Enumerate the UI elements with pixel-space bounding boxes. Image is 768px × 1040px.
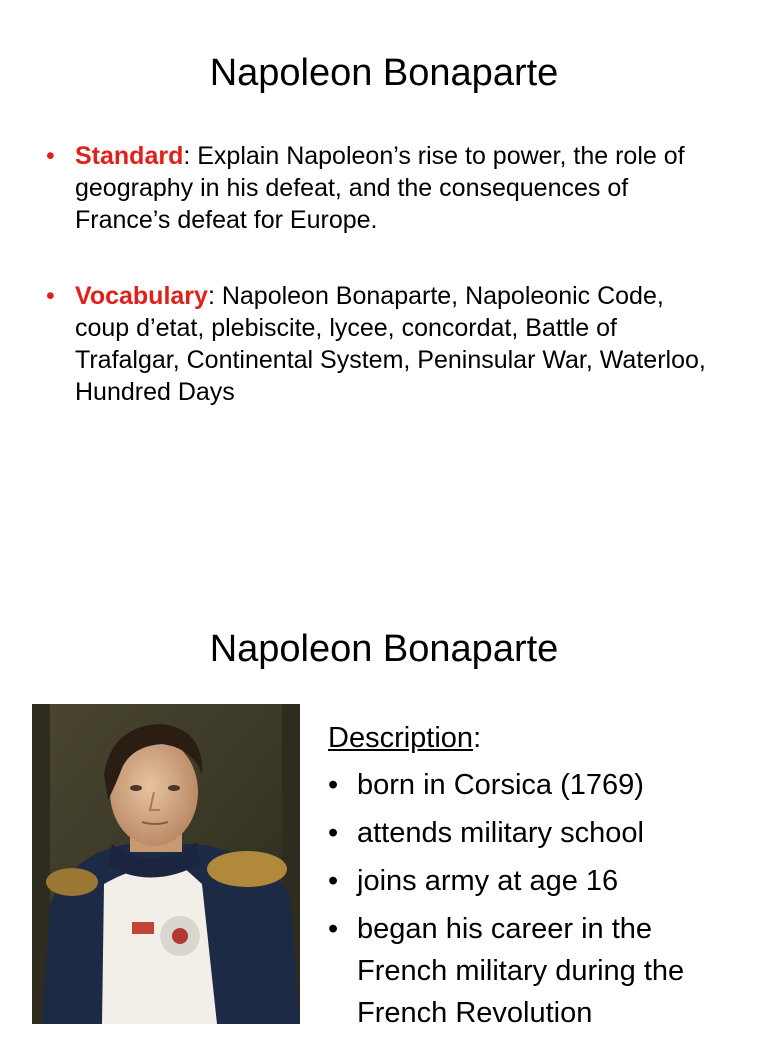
vocabulary-text: : Napoleon Bonaparte, Napoleonic Code, coup d’etat, plebiscite, lycee, concordat, Battle of Trafalgar, Continental System, Peninsular War, Waterloo, Hundred Days — [75, 282, 706, 406]
bullet-icon: • — [328, 865, 339, 897]
list-item — [328, 908, 748, 1034]
list-item-text: born in Corsica (1769) — [357, 769, 644, 801]
bullet-icon: • — [328, 769, 339, 801]
vocabulary-term: Vocabulary — [75, 282, 208, 310]
description-label: Description — [328, 722, 474, 754]
standard-bullet — [46, 140, 716, 236]
list-item — [328, 860, 748, 902]
bullet-icon: • — [328, 817, 339, 849]
standard-text: : Explain Napoleon’s rise to power, the role of geography in his defeat, and the consequences of France’s defeat for Europe. — [75, 142, 685, 234]
list-item-text: joins army at age 16 — [357, 865, 619, 897]
slide-1-bullet-list — [46, 140, 716, 452]
slide-1 — [0, 0, 768, 512]
list-item-text: attends military school — [357, 817, 644, 849]
description-list — [328, 764, 748, 1034]
list-item — [328, 764, 748, 806]
napoleon-portrait — [32, 704, 300, 1024]
list-item-text: began his career in the French military during the French Revolution — [357, 913, 685, 1029]
vocabulary-bullet — [46, 280, 716, 408]
list-item — [328, 812, 748, 854]
slide-2 — [0, 600, 768, 1029]
slide-2-title: Napoleon Bonaparte — [209, 628, 559, 670]
bullet-icon: • — [46, 282, 55, 310]
description-block — [328, 718, 748, 1040]
standard-term: Standard — [75, 142, 184, 170]
slide-1-title: Napoleon Bonaparte — [209, 52, 559, 94]
bullet-icon: • — [46, 142, 55, 170]
description-colon: : — [473, 722, 482, 754]
description-heading — [328, 718, 748, 758]
bullet-icon: • — [328, 913, 339, 945]
